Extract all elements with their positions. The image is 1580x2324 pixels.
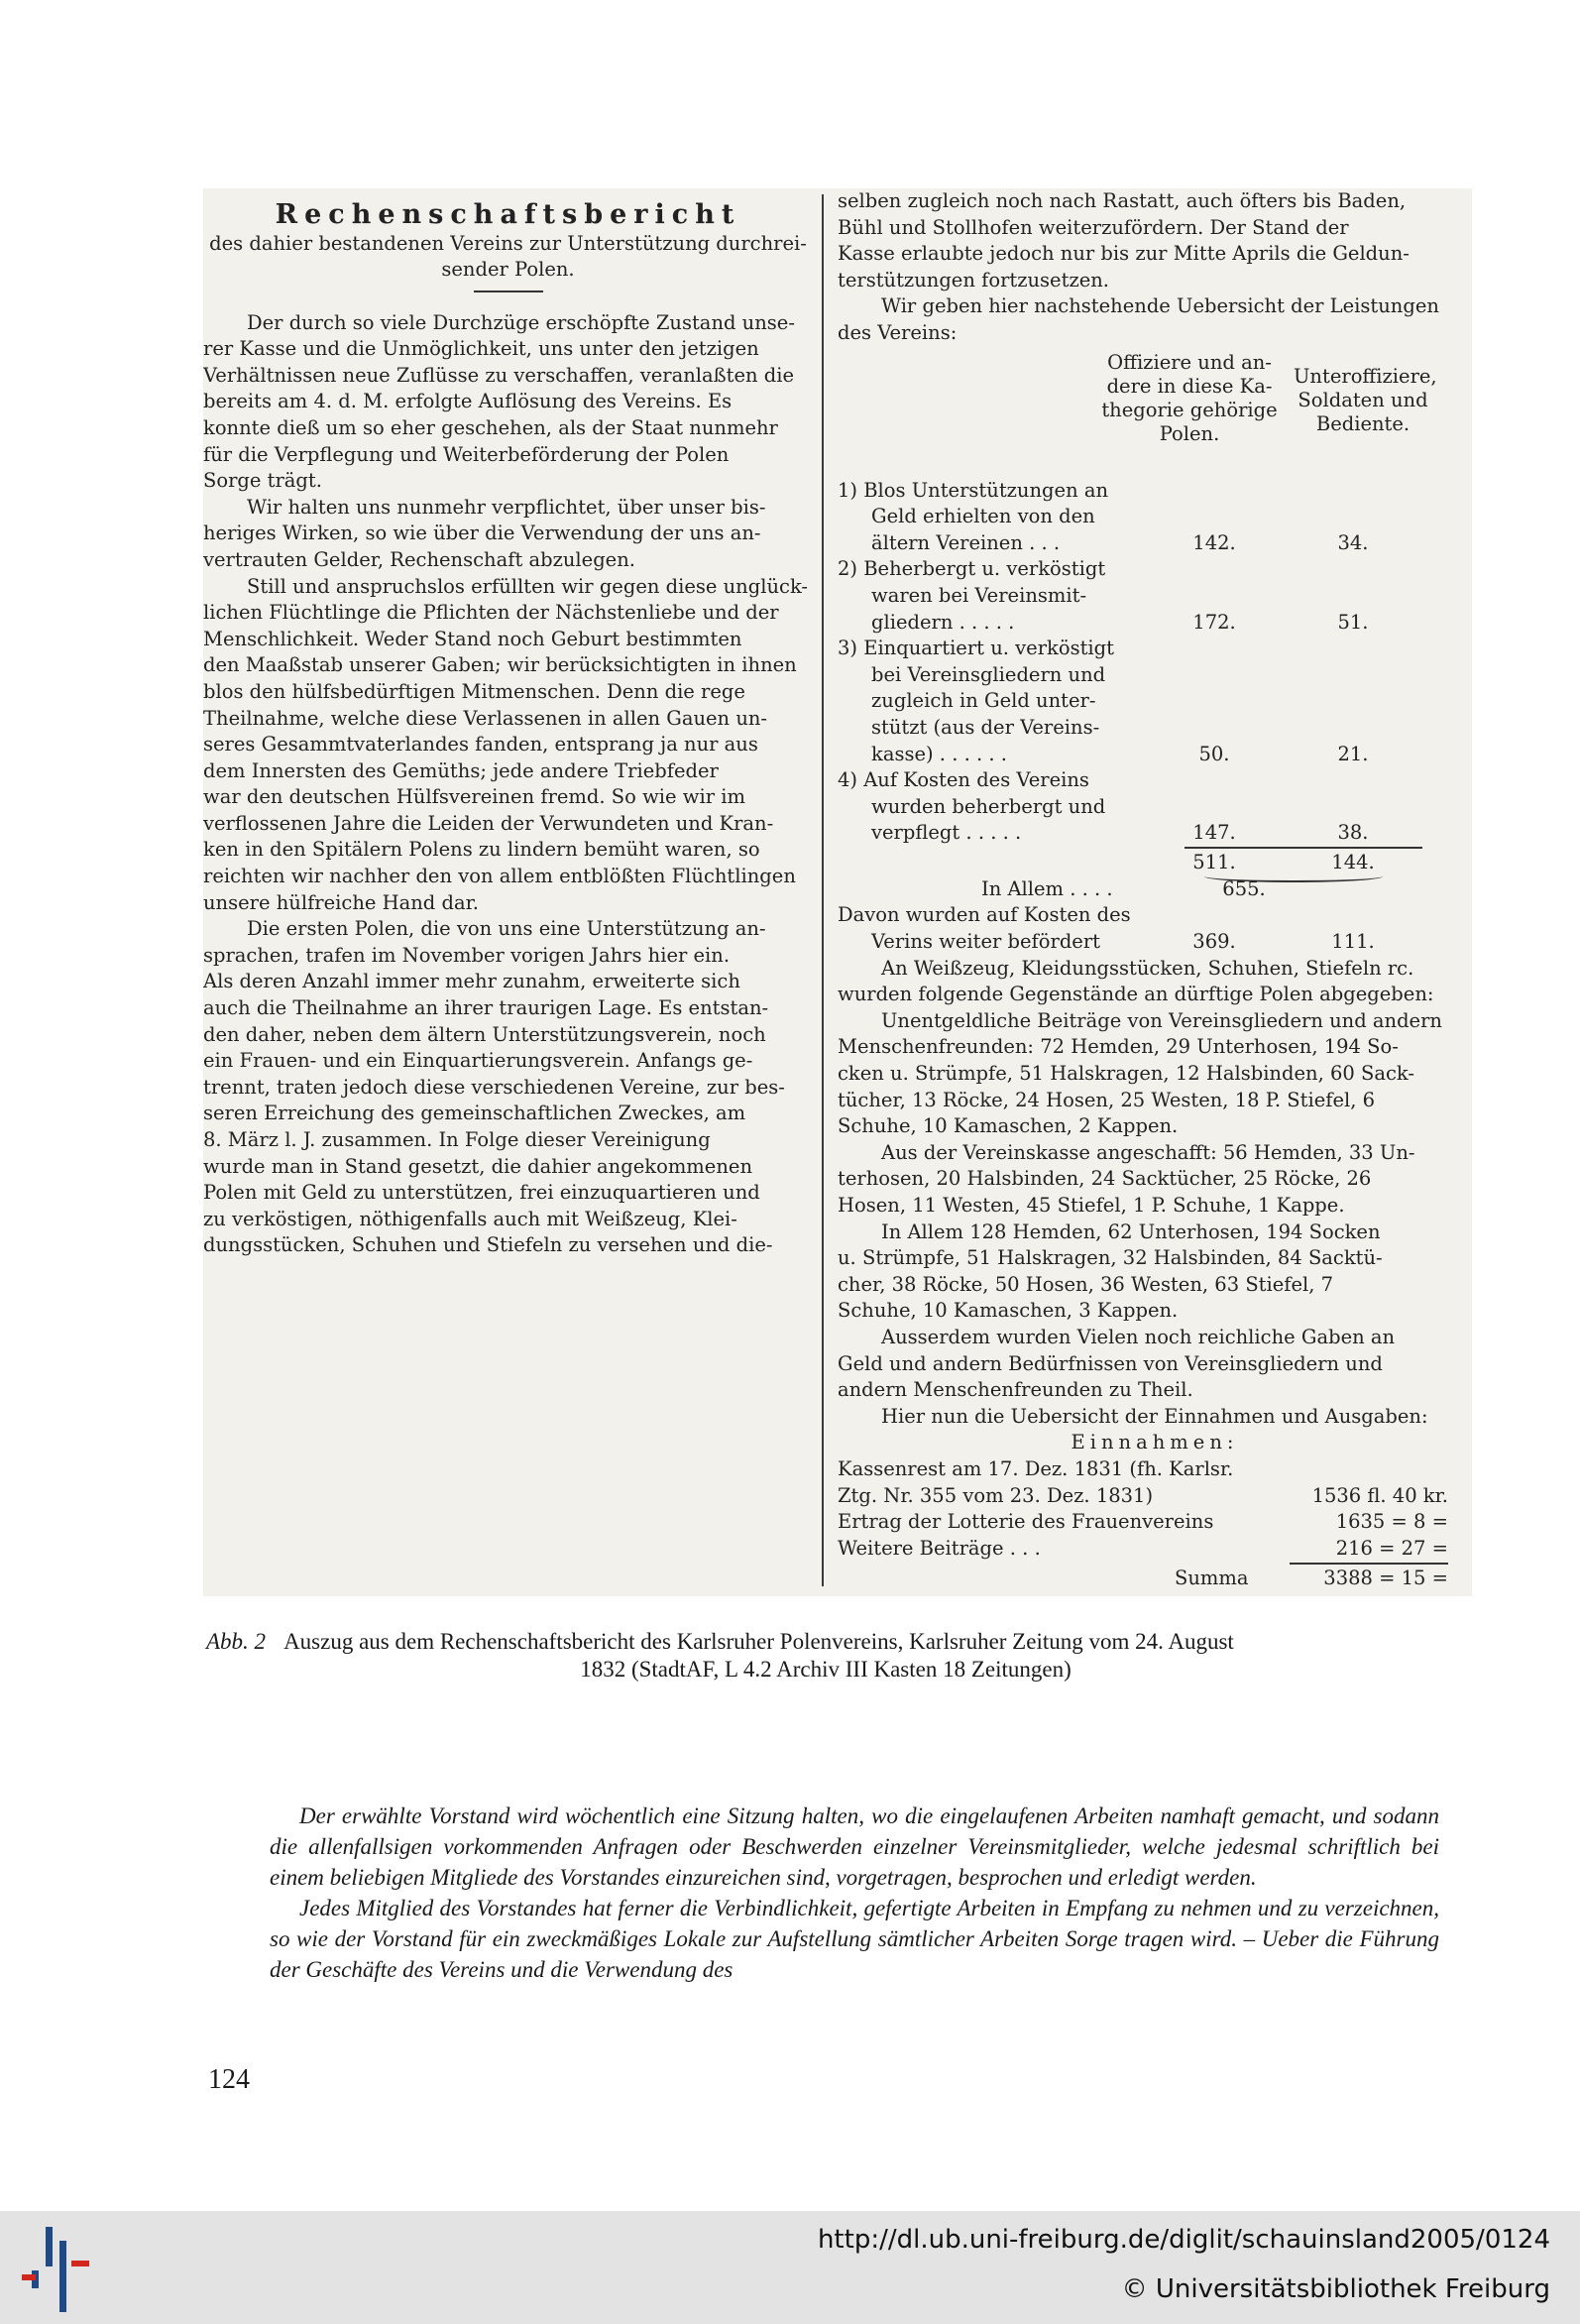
figure-label: Abb. 2 <box>206 1629 267 1654</box>
text-line: cken u. Strümpfe, 51 Halskragen, 12 Halsbinden, 60 Sack- <box>838 1062 1414 1086</box>
text-line: tücher, 13 Röcke, 24 Hosen, 25 Westen, 18 P. Stiefel, 6 <box>838 1088 1376 1111</box>
text-line: bereits am 4. d. M. erfolgte Auflösung des Vereins. Es <box>203 390 733 413</box>
text-line: Ausserdem wurden Vielen noch reichliche Gaben an <box>881 1325 1396 1348</box>
total-label: In Allem . . . . <box>981 876 1113 900</box>
text-line: den Maaßstab unserer Gaben; wir berücksichtigten in ihnen <box>203 653 797 677</box>
table-row-line <box>838 636 1472 662</box>
text-line: Wir halten uns nunmehr verpflichtet, über unser bis- <box>247 495 766 519</box>
text-line: reichten wir nachher den von allem entblößten Flüchtlingen <box>203 865 796 888</box>
text-line: Wir geben hier nachstehende Uebersicht der Leistungen <box>881 294 1439 318</box>
text-line: für die Verpflegung und Weiterbeförderung der Polen <box>203 442 730 466</box>
footer-copyright: © Universitätsbibliothek Freiburg <box>1121 2274 1550 2304</box>
income-label: Weitere Beiträge . . . <box>838 1536 1041 1560</box>
text-line: Hier nun die Uebersicht der Einnahmen und Ausgaben: <box>881 1404 1428 1428</box>
caption-line-1 <box>206 1628 1445 1656</box>
table-row-line <box>838 556 1472 583</box>
clothing-text <box>838 956 1472 1431</box>
forwarded-label: Verins weiter befördert <box>871 930 1101 954</box>
table-total-row <box>838 876 1472 903</box>
text-line: Schuhe, 10 Kamaschen, 3 Kappen. <box>838 1299 1179 1323</box>
table-header <box>838 347 1472 478</box>
text-line: dem Innersten des Gemüths; jede andere Triebfeder <box>203 758 719 782</box>
text-line: Unentgeldliche Beiträge von Vereinsgliedern und andern <box>881 1008 1442 1032</box>
body-paragraph: Jedes Mitglied des Vorstandes hat ferner die Verbindlichkeit, gefertigte Arbeiten in Empfang zu nehmen und zu verzeichnen, so wie der Vorstand für ein zweckmäßiges Lokale zur Aufstellung sämtlicher Arbeiten Sorge tragen wird. – Ueber die Führung der Geschäfte des Vereins und die Verwendung des <box>270 1896 1439 1982</box>
row-label: Geld erhielten von den <box>871 505 1095 528</box>
table-row-line <box>838 742 1472 768</box>
text-line: terhosen, 20 Halsbinden, 24 Sacktücher, 25 Röcke, 26 <box>838 1167 1372 1191</box>
row-label: 4) Auf Kosten des Vereins <box>838 768 1089 792</box>
row-label: wurden beherbergt und <box>871 794 1106 818</box>
text-line: Bühl und Stollhofen weiterzufördern. Der Stand der <box>838 215 1349 239</box>
ub-freiburg-logo-icon <box>22 2223 101 2312</box>
text-line: Verhältnissen neue Zuflüsse zu verschaffen, veranlaßten die <box>203 363 795 387</box>
footer-url[interactable]: http://dl.ub.uni-freiburg.de/diglit/schauinsland2005/0124 <box>817 2225 1550 2255</box>
text-line: zu verköstigen, nöthigenfalls auch mit Weißzeug, Klei- <box>203 1207 737 1230</box>
table-row-line <box>838 820 1472 847</box>
text-line: 8. März l. J. zusammen. In Folge dieser Vereinigung <box>203 1128 711 1151</box>
text-line: sprachen, trafen im November vorigen Jahrs hier ein. <box>203 943 731 967</box>
text-line: Polen mit Geld zu unterstützen, frei einzuquartieren und <box>203 1181 760 1205</box>
right-column-intro <box>838 188 1472 347</box>
body-paragraph: Der erwählte Vorstand wird wöchentlich eine Sitzung halten, wo die eingelaufenen Arbeiten namhaft gemacht, und sodann die allenfallsigen vorkommenden Anfragen oder Beschwerden einzelner Vereinsmitglieder, welche jedesmal schriftlich bei einem beliebigen Mitgliede des Vorstandes einzureichen sind, vorgetragen, besprochen und erledigt werden. <box>270 1803 1439 1890</box>
forwarded-row-1 <box>838 902 1472 929</box>
text-line: Die ersten Polen, die von uns eine Unterstützung an- <box>247 917 766 941</box>
row-value-officers: 142. <box>1192 530 1236 554</box>
caption-text-1: Auszug aus dem Rechenschaftsbericht des Karlsruher Polenvereins, Karlsruher Zeitung vom 24. August <box>283 1629 1234 1654</box>
text-line: ken in den Spitälern Polens zu lindern bemüht waren, so <box>203 838 760 862</box>
row-value-officers: 172. <box>1192 610 1236 634</box>
text-line: Menschlichkeit. Weder Stand noch Geburt bestimmten <box>203 627 742 650</box>
row-label: bei Vereinsgliedern und <box>871 662 1106 686</box>
report-subtitle <box>203 231 813 283</box>
text-line: wurden folgende Gegenstände an dürftige Polen abgegeben: <box>838 983 1434 1006</box>
page-number: 124 <box>208 2064 250 2095</box>
report-title: Rechenschaftsbericht <box>275 199 741 230</box>
table-row-line <box>838 767 1472 794</box>
text-line: ein Frauen- und ein Einquartierungsverein. Anfangs ge- <box>203 1049 753 1073</box>
table-row-line <box>838 662 1472 689</box>
row-label: zugleich in Geld unter- <box>871 689 1096 713</box>
income-amount: 216 = 27 = <box>1335 1536 1448 1560</box>
text-line: konnte dieß um so eher geschehen, als der Staat nunmehr <box>203 415 778 439</box>
text-line: In Allem 128 Hemden, 62 Unterhosen, 194 Socken <box>881 1220 1381 1243</box>
income-row <box>838 1456 1472 1483</box>
row-label: 2) Beherbergt u. verköstigt <box>838 557 1106 581</box>
table-col2-header: Unteroffiziere, Soldaten und Bediente. <box>1294 364 1437 435</box>
text-line: wurde man in Stand gesetzt, die dahier angekommenen <box>203 1154 752 1178</box>
forwarded-officers: 369. <box>1192 930 1236 954</box>
row-label: stützt (aus der Vereins- <box>871 715 1100 739</box>
income-amount: 1536 fl. 40 kr. <box>1311 1483 1448 1507</box>
income-table <box>838 1456 1472 1562</box>
forwarded-label: Davon wurden auf Kosten des <box>838 903 1131 927</box>
text-line: Sorge trägt. <box>203 469 322 493</box>
total-value: 655. <box>1222 876 1266 900</box>
text-line: Menschenfreunden: 72 Hemden, 29 Unterhosen, 194 So- <box>838 1035 1399 1059</box>
row-value-soldiers: 38. <box>1337 821 1369 845</box>
row-value-soldiers: 21. <box>1337 742 1369 765</box>
table-row-line <box>838 530 1472 557</box>
newspaper-scan <box>203 188 1472 1596</box>
scan-right-column <box>838 188 1472 1592</box>
performance-table <box>838 478 1472 847</box>
text-line: trennt, traten jedoch diese verschiedenen Vereine, zur bes- <box>203 1075 785 1099</box>
sum-officers: 511. <box>1192 850 1236 873</box>
table-row-line <box>838 504 1472 530</box>
table-row-line <box>838 715 1472 742</box>
text-line: heriges Wirken, so wie über die Verwendung der uns an- <box>203 522 761 545</box>
table-row-line <box>838 610 1472 637</box>
text-line: An Weißzeug, Kleidungsstücken, Schuhen, Stiefeln rc. <box>881 956 1414 980</box>
row-label: gliedern . . . . . <box>871 610 1015 634</box>
table-row-line <box>838 794 1472 821</box>
subtitle-line: sender Polen. <box>441 257 575 281</box>
text-line: Aus der Vereinskasse angeschafft: 56 Hemden, 33 Un- <box>881 1140 1415 1164</box>
income-heading: Einnahmen: <box>1071 1431 1239 1454</box>
text-line: unsere hülfreiche Hand dar. <box>203 890 479 914</box>
table-row-line <box>838 688 1472 715</box>
text-line: u. Strümpfe, 51 Halskragen, 32 Halsbinden, 84 Sacktü- <box>838 1246 1383 1270</box>
row-label: 1) Blos Unterstützungen an <box>838 478 1109 502</box>
income-label: Ertrag der Lotterie des Frauenvereins <box>838 1510 1214 1534</box>
row-value-officers: 147. <box>1192 821 1236 845</box>
income-sum-row <box>838 1566 1472 1592</box>
table-col1-header: Offiziere und an- dere in diese Ka- thegorie gehörige Polen. <box>1101 350 1278 445</box>
text-line: andern Menschenfreunden zu Theil. <box>838 1378 1193 1402</box>
text-line: des Vereins: <box>838 320 958 344</box>
row-label: ältern Vereinen . . . <box>871 530 1061 554</box>
forwarded-soldiers: 111. <box>1331 930 1375 954</box>
text-line: Geld und andern Bedürfnissen von Vereinsgliedern und <box>838 1351 1383 1375</box>
income-sum-label: Summa <box>1175 1567 1249 1590</box>
text-line: seres Gesammtvaterlandes fanden, entsprang ja nur aus <box>203 733 758 756</box>
text-line: seren Erreichung des gemeinschaftlichen Zweckes, am <box>203 1102 746 1125</box>
text-line: cher, 38 Röcke, 50 Hosen, 36 Westen, 63 Stiefel, 7 <box>838 1272 1334 1296</box>
figure-caption <box>206 1628 1445 1684</box>
income-row <box>838 1509 1472 1536</box>
title-divider <box>474 290 543 292</box>
row-label: verpflegt . . . . . <box>871 821 1022 845</box>
subtitle-line: des dahier bestandenen Vereins zur Unterstützung durchrei- <box>209 231 807 255</box>
text-line: Still und anspruchslos erfüllten wir gegen diese unglück- <box>247 574 809 598</box>
text-line: war den deutschen Hülfsvereinen fremd. So wie wir im <box>203 785 745 809</box>
text-line: lichen Flüchtlinge die Pflichten der Nächstenliebe und der <box>203 601 779 625</box>
text-line: Schuhe, 10 Kamaschen, 2 Kappen. <box>838 1114 1179 1138</box>
scan-left-column <box>203 188 813 1259</box>
text-line: Hosen, 11 Westen, 45 Stiefel, 1 P. Schuhe, 1 Kappe. <box>838 1194 1345 1217</box>
text-line: vertrauten Gelder, Rechenschaft abzulegen. <box>203 547 635 571</box>
text-line: Als deren Anzahl immer mehr zunahm, erweiterte sich <box>203 970 740 993</box>
text-line: rer Kasse und die Unmöglichkeit, uns unter den jetzigen <box>203 337 759 361</box>
forwarded-row-2 <box>838 929 1472 956</box>
table-row-line <box>838 583 1472 610</box>
column-divider <box>822 194 824 1586</box>
body-text <box>270 1801 1439 1985</box>
caption-line-2: 1832 (StadtAF, L 4.2 Archiv III Kasten 18 Zeitungen) <box>580 1657 1072 1682</box>
text-line: Der durch so viele Durchzüge erschöpfte Zustand unse- <box>247 310 795 334</box>
income-sum-amount: 3388 = 15 = <box>1323 1567 1448 1590</box>
row-value-soldiers: 34. <box>1337 530 1369 554</box>
footer-bar <box>0 2211 1580 2324</box>
income-amount: 1635 = 8 = <box>1335 1510 1448 1534</box>
row-label: kasse) . . . . . . <box>871 742 1007 765</box>
text-line: blos den hülfsbedürftigen Mitmenschen. Denn die rege <box>203 679 745 703</box>
row-label: waren bei Vereinsmit- <box>871 583 1087 607</box>
text-line: den daher, neben dem ältern Unterstützungsverein, noch <box>203 1022 766 1046</box>
text-line: auch die Theilnahme an ihrer traurigen Lage. Es entstan- <box>203 996 769 1020</box>
text-line: Theilnahme, welche diese Verlassenen in allen Gauen un- <box>203 706 768 730</box>
text-line: selben zugleich noch nach Rastatt, auch öfters bis Baden, <box>838 189 1407 212</box>
income-row <box>838 1483 1472 1510</box>
income-label: Ztg. Nr. 355 vom 23. Dez. 1831) <box>838 1483 1154 1507</box>
row-value-officers: 50. <box>1198 742 1230 765</box>
table-row-line <box>838 478 1472 505</box>
income-label: Kassenrest am 17. Dez. 1831 (fh. Karlsr. <box>838 1456 1234 1480</box>
text-line: verflossenen Jahre die Leiden der Verwundeten und Kran- <box>203 811 774 835</box>
row-label: 3) Einquartiert u. verköstigt <box>838 637 1114 660</box>
left-column-text <box>203 310 813 1259</box>
income-row <box>838 1536 1472 1563</box>
text-line: terstützungen fortzusetzen. <box>838 268 1110 291</box>
text-line: dungsstücken, Schuhen und Stiefeln zu versehen und die- <box>203 1233 773 1257</box>
text-line: Kasse erlaubte jedoch nur bis zur Mitte Aprils die Geldun- <box>838 242 1410 266</box>
income-sum-rule <box>1290 1563 1448 1565</box>
row-value-soldiers: 51. <box>1337 610 1369 634</box>
sum-soldiers: 144. <box>1331 850 1375 873</box>
